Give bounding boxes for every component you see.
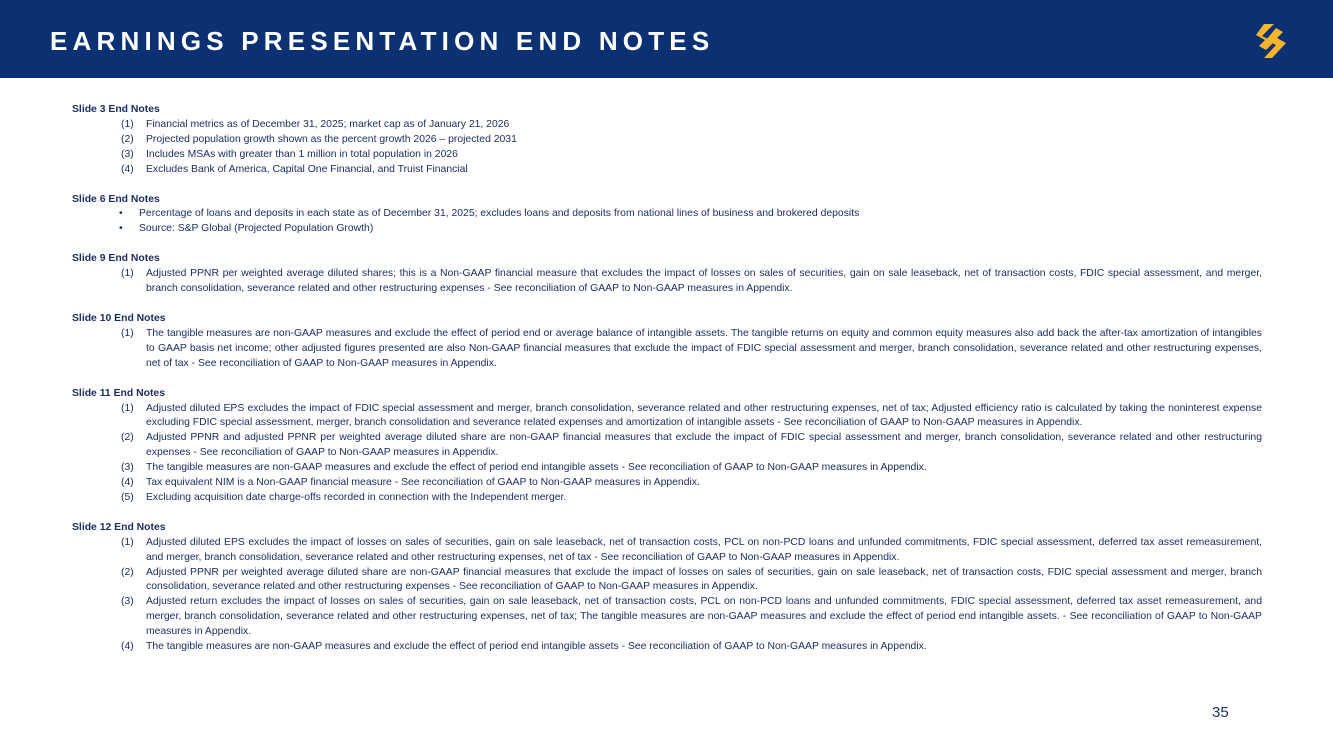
end-notes-section xyxy=(72,103,1262,178)
note-item xyxy=(72,491,1262,506)
note-item xyxy=(72,163,1262,178)
note-item xyxy=(72,267,1262,297)
end-notes-section xyxy=(72,193,1262,238)
note-item xyxy=(72,118,1262,133)
note-text: Tax equivalent NIM is a Non-GAAP financial measure - See reconciliation of GAAP to Non-GAAP measures in Appendix. xyxy=(146,477,700,489)
note-item xyxy=(72,222,1262,237)
note-text: The tangible measures are non-GAAP measures and exclude the effect of period end intangible assets - See reconciliation of GAAP to Non-GAAP measures in Appendix. xyxy=(146,462,927,474)
note-item xyxy=(72,327,1262,372)
note-text: Projected population growth shown as the percent growth 2026 – projected 2031 xyxy=(146,133,517,145)
note-text: The tangible measures are non-GAAP measures and exclude the effect of period end or average balance of intangible assets. The tangible returns on equity and common equity measures also add back the after-tax amortization of intangibles to GAAP basis net income; other adjusted figures presented are also Non-GAAP financial measures that exclude the impact of FDIC special assessment and merger, branch consolidation, severance related and other restructuring expenses, net of tax - See reconciliation of GAAP to Non-GAAP measures in Appendix. xyxy=(146,327,1262,369)
note-item xyxy=(72,207,1262,222)
simmons-s-logo-icon xyxy=(1254,22,1288,60)
note-item xyxy=(72,476,1262,491)
note-text: Includes MSAs with greater than 1 million in total population in 2026 xyxy=(146,148,458,160)
note-text: Financial metrics as of December 31, 2025; market cap as of January 21, 2026 xyxy=(146,118,510,130)
note-marker: (1) xyxy=(121,118,134,130)
note-text: Adjusted return excludes the impact of losses on sales of securities, gain on sale leaseback, net of transaction costs, PCL on non-PCD loans and unfunded commitments, FDIC special assessment, deferred tax asset remeasurement, and merger, branch consolidation, severance related and other restructuring expenses, net of tax; The tangible measures are non-GAAP measures and exclude the effect of period end intangible assets. - See reconciliation of GAAP to Non-GAAP measures in Appendix. xyxy=(146,596,1262,638)
note-text: Percentage of loans and deposits in each state as of December 31, 2025; excludes loans and deposits from national lines of business and brokered deposits xyxy=(139,208,860,220)
note-marker: (4) xyxy=(121,163,134,175)
end-notes-section xyxy=(72,312,1262,372)
note-text: Adjusted PPNR per weighted average diluted shares; this is a Non-GAAP financial measure that excludes the impact of losses on sales of securities, gain on sale leaseback, net of transaction costs, FDIC special assessment, and merger, branch consolidation, severance related and other restructuring expenses - See reconciliation of GAAP to Non-GAAP measures in Appendix. xyxy=(146,268,1262,295)
note-marker: (3) xyxy=(121,596,134,608)
section-title: Slide 10 End Notes xyxy=(72,312,166,324)
note-text: Excludes Bank of America, Capital One Financial, and Truist Financial xyxy=(146,163,468,175)
note-text: Excluding acquisition date charge-offs recorded in connection with the Independent merger. xyxy=(146,491,567,503)
end-notes-content xyxy=(72,103,1262,670)
note-item xyxy=(72,402,1262,432)
note-marker: (2) xyxy=(121,133,134,145)
note-text: The tangible measures are non-GAAP measures and exclude the effect of period end intangible assets - See reconciliation of GAAP to Non-GAAP measures in Appendix. xyxy=(146,641,927,653)
note-marker: (1) xyxy=(121,268,134,280)
note-item xyxy=(72,431,1262,461)
note-text: Adjusted diluted EPS excludes the impact of FDIC special assessment and merger, branch consolidation, severance related and other restructuring expenses, net of tax; Adjusted efficiency ratio is calculated by taking the noninterest expense excluding FDIC special assessment, merger, branch consolidation and severance related expenses and amortization of intangible assets - See reconciliation of GAAP to Non-GAAP measures in Appendix. xyxy=(146,402,1262,429)
note-marker: (1) xyxy=(121,402,134,414)
section-title: Slide 6 End Notes xyxy=(72,193,160,205)
page-title: EARNINGS PRESENTATION END NOTES xyxy=(50,26,715,56)
note-item xyxy=(72,640,1262,655)
note-text: Adjusted diluted EPS excludes the impact of losses on sales of securities, gain on sale leaseback, net of transaction costs, PCL on non-PCD loans and unfunded commitments, FDIC special assessment, deferred tax asset remeasurement, and merger, branch consolidation, severance related and other restructuring expenses, net of tax - See reconciliation of GAAP to Non-GAAP measures in Appendix. xyxy=(146,536,1262,563)
note-marker: (1) xyxy=(121,536,134,548)
note-marker: (2) xyxy=(121,566,134,578)
note-marker: (1) xyxy=(121,327,134,339)
page-number: 35 xyxy=(1212,704,1229,721)
section-title: Slide 3 End Notes xyxy=(72,104,160,115)
note-marker: (4) xyxy=(121,641,134,653)
end-notes-section xyxy=(72,521,1262,655)
note-text: Adjusted PPNR and adjusted PPNR per weighted average diluted share are non-GAAP financial measures that exclude the impact of FDIC special assessment and merger, branch consolidation, severance related and other restructuring expenses - See reconciliation of GAAP to Non-GAAP measures in Appendix. xyxy=(146,432,1262,459)
note-marker: (5) xyxy=(121,491,134,503)
note-item xyxy=(72,133,1262,148)
section-title: Slide 9 End Notes xyxy=(72,253,160,265)
note-marker: (3) xyxy=(121,148,134,160)
section-title: Slide 12 End Notes xyxy=(72,521,166,533)
note-marker: • xyxy=(119,208,123,220)
note-text: Source: S&P Global (Projected Population Growth) xyxy=(139,223,374,235)
note-marker: (2) xyxy=(121,432,134,444)
end-notes-section xyxy=(72,387,1262,506)
note-item xyxy=(72,148,1262,163)
note-item xyxy=(72,536,1262,566)
note-item xyxy=(72,461,1262,476)
note-marker: • xyxy=(119,223,123,235)
header-bar xyxy=(0,0,1333,78)
note-item xyxy=(72,595,1262,640)
note-text: Adjusted PPNR per weighted average diluted share are non-GAAP financial measures that exclude the impact of losses on sales of securities, gain on sale leaseback, net of transaction costs, FDIC special assessment and merger, branch consolidation, severance related and other restructuring expenses - See reconciliation of GAAP to Non-GAAP measures in Appendix. xyxy=(146,566,1262,593)
note-item xyxy=(72,566,1262,596)
section-title: Slide 11 End Notes xyxy=(72,387,165,399)
end-notes-section xyxy=(72,252,1262,297)
note-marker: (3) xyxy=(121,462,134,474)
note-marker: (4) xyxy=(121,477,134,489)
